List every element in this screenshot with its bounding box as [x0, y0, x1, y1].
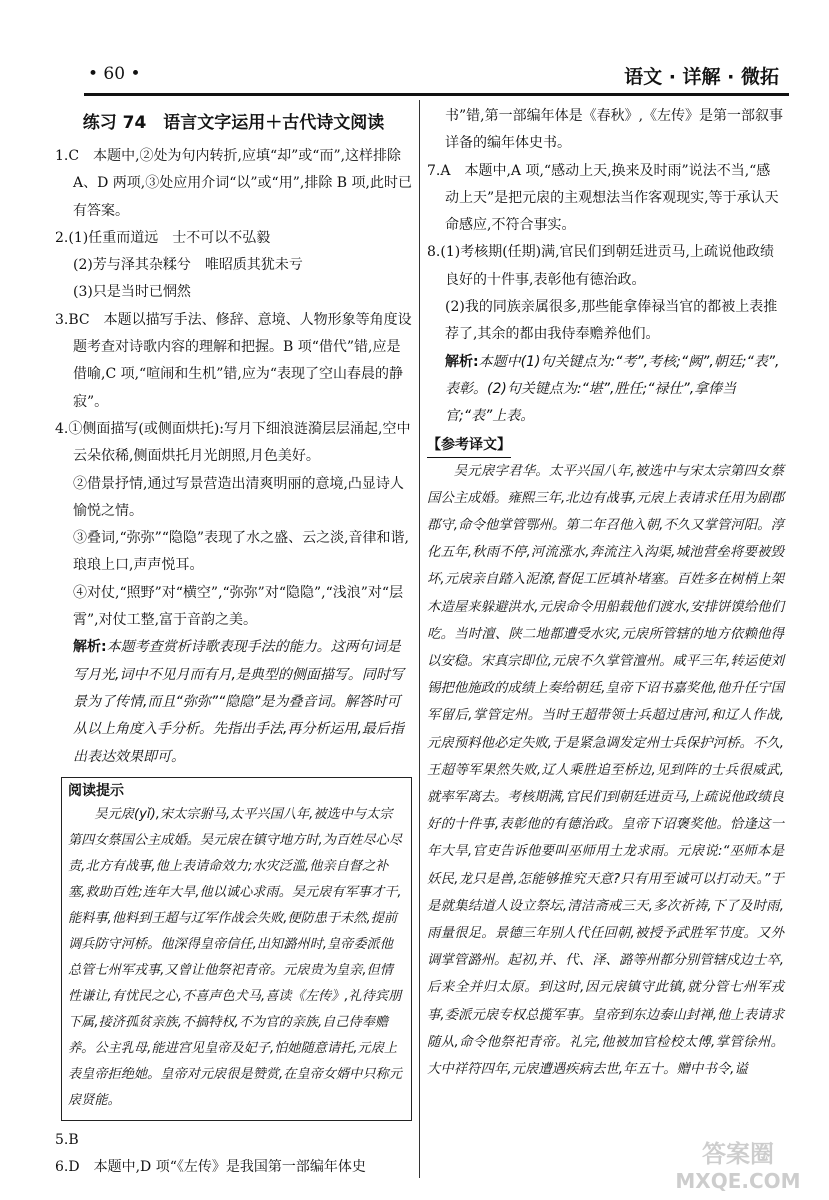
- answer-7: 7.A 本题中,A 项,“感动上天,换来及时雨”说法不当,“感动上天”是把元扆的主观想法当作客观现实,等于承认天命感应,不符合事实。: [427, 162, 779, 234]
- watermark-logo: [663, 1136, 813, 1194]
- section-title: 练习 74 语言文字运用＋古代诗文阅读: [82, 113, 385, 133]
- explanation-text: 本题考查赏析诗歌表现手法的能力。这两句词是写月光,词中不见月而有月,是典型的侧面描写。同时写景为了传情,而且“弥弥”“隐隐”是为叠音词。解答时可从以上角度入手分析。先指出手法,再分析运用,最后指出表达效果即可。: [73, 639, 404, 765]
- answer-4-explanation: [55, 634, 412, 770]
- page-number: • 60 •: [88, 64, 141, 84]
- reading-tip-box: [61, 777, 412, 1121]
- answer-2-part-2: (2)芳与泽其杂糅兮 唯昭质其犹未亏: [73, 257, 303, 274]
- answer-6: 6.D 本题中,D 项“《左传》是我国第一部编年体史: [55, 1159, 366, 1176]
- answer-1: 1.C 本题中,②处为句内转折,应填“却”或“而”,这样排除 A、D 两项,③处应用介词“以”或“用”,排除 B 项,此时已有答案。: [55, 148, 412, 219]
- reading-tip-title: 阅读提示: [68, 782, 124, 799]
- explanation-label: 解析:: [445, 353, 479, 370]
- column-divider: [419, 100, 420, 1178]
- reference-translation-label: 【参考译文】: [427, 433, 511, 458]
- answer-4-part-4: ④对仗,“照野”对“横空”,“弥弥”对“隐隐”,“浅浪”对“层霄”,对仗工整,富于音韵之美。: [73, 584, 404, 629]
- left-column: [55, 107, 412, 1181]
- book-title: 语文 · 详解 · 微拓: [624, 66, 779, 88]
- answer-2-part-3: (3)只是当时已惘然: [73, 284, 191, 301]
- answer-2: 2.(1)任重而道远 士不可以不弘毅: [55, 229, 271, 246]
- watermark-line-1: 答案圈: [702, 1140, 774, 1168]
- answer-8: 8.(1)考核期(任期)满,官民们到朝廷进贡马,上疏说他政绩良好的十件事,表彰他有德治政。: [427, 244, 775, 288]
- right-column: [427, 107, 784, 1083]
- explanation-label: 解析:: [73, 639, 107, 656]
- answer-8-part-2: (2)我的同族亲属很多,那些能拿俸禄当官的都被上表推荐了,其余的都由我侍奉赡养他们。: [445, 299, 778, 343]
- header-rule: [84, 93, 789, 96]
- answer-5: 5.B: [55, 1131, 79, 1148]
- answer-3: 3.BC 本题以描写手法、修辞、意境、人物形象等角度设题考查对诗歌内容的理解和把握。B 项“借代”错,应是借喻,C 项,“喧闹和生机”错,应为“表现了空山春晨的静寂”。: [55, 311, 412, 410]
- reading-tip-text: 吴元扆(yǐ),宋太宗驸马,太平兴国八年,被选中与太宗第四女蔡国公主成婚。吴元扆在镇守地方时,为百姓尽心尽责,北方有战事,他上表请命效力;水灾泛滥,他亲自督之补塞,救助百姓;连年大旱,他以诚心求雨。吴元扆有军事才干,能料事,他料到王超与辽军作战会失败,便防患于未然,提前调兵防守河桥。他深得皇帝信任,出知潞州时,皇帝委派他总管七州军戎事,又曾让他祭祀青帝。元扆贵为皇亲,但情性谦让,有忧民之心,不喜声色犬马,喜读《左传》,礼待宾朋下属,接济孤贫亲族,不搞特权,不为官的亲族,自己侍奉赡养。公主乳母,能进宫见皇帝及妃子,怕她随意请托,元扆上表皇帝拒绝她。皇帝对元扆很是赞赏,在皇帝女婿中只称元扆贤能。: [68, 806, 402, 1108]
- answer-4-part-3: ③叠词,“弥弥”“隐隐”表现了水之盛、云之淡,音律和谐,琅琅上口,声声悦耳。: [73, 530, 409, 574]
- explanation-text: 本题中(1)句关键点为:“考”,考核;“阙”,朝廷;“表”,表彰。(2)句关键点为:“堪”,胜任;“禄仕”,拿俸当官;“表”上表。: [445, 353, 780, 425]
- answer-8-explanation: [427, 349, 784, 431]
- watermark-line-2: MXQE.COM: [675, 1169, 801, 1193]
- answer-6-continued: 书”错,第一部编年体是《春秋》,《左传》是第一部叙事详备的编年体史书。: [445, 108, 784, 152]
- answer-4-part-2: ②借景抒情,通过写景营造出清爽明丽的意境,凸显诗人愉悦之情。: [73, 475, 404, 519]
- answer-4: 4.①侧面描写(或侧面烘托):写月下细浪涟漪层层涌起,空中云朵依稀,侧面烘托月光朗照,月色美好。: [55, 420, 411, 465]
- reference-translation-text: 吴元扆字君华。太平兴国八年,被选中与宋太宗第四女蔡国公主成婚。雍熙三年,北边有战事,元扆上表请求任用为剧郡郡守,命令他掌管鄂州。第二年召他入朝,不久又掌管河阳。淳化五年,秋雨不停,河流涨水,奔流注入沟渠,城池营垒将要被毁坏,元扆亲自踏入泥潦,督促工匠填补堵塞。百姓多在树梢上架木造屋来躲避洪水,元扆命令用船载他们渡水,安排饼馍给他们吃。当时澶、陕二地都遭受水灾,元扆所管辖的地方依赖他得以安稳。宋真宗即位,元扆不久掌管澶州。咸平三年,转运使刘锡把他施政的成绩上奏给朝廷,皇帝下诏书嘉奖他,他升任宁国军留后,掌管定州。当时王超带领士兵超过唐河,和辽人作战,元扆预料他必定失败,于是紧急调发定州士兵保护河桥。不久,王超等军果然失败,辽人乘胜追至桥边,见到阵的士兵很威武,就率军离去。考核期满,官民们到朝廷进贡马,上疏说他政绩良好的十件事,表彰他的有德治政。皇帝下诏褒奖他。恰逢这一年大旱,官吏告诉他要叫巫师用土龙求雨。元扆说:“巫师本是妖民,龙只是兽,怎能够推究天意?只有用至诚可以打动天。”于是就集结道人设立祭坛,清洁斋戒三天,多次祈祷,下了及时雨,雨量很足。景德三年别人代任回朝,被授予武胜军节度。又外调掌管潞州。起初,并、代、泽、潞等州都分别管辖戍边士卒,后来全并归太原。到这时,因元扆镇守此镇,就分管七州军戎事,委派元扆专权总揽军事。皇帝到东边泰山封禅,他上表请求随从,命令他祭祀青帝。礼完,他被加官检校太傅,掌管徐州。大中祥符四年,元扆遭遇疾病去世,年五十。赠中书令,谥: [427, 463, 784, 1078]
